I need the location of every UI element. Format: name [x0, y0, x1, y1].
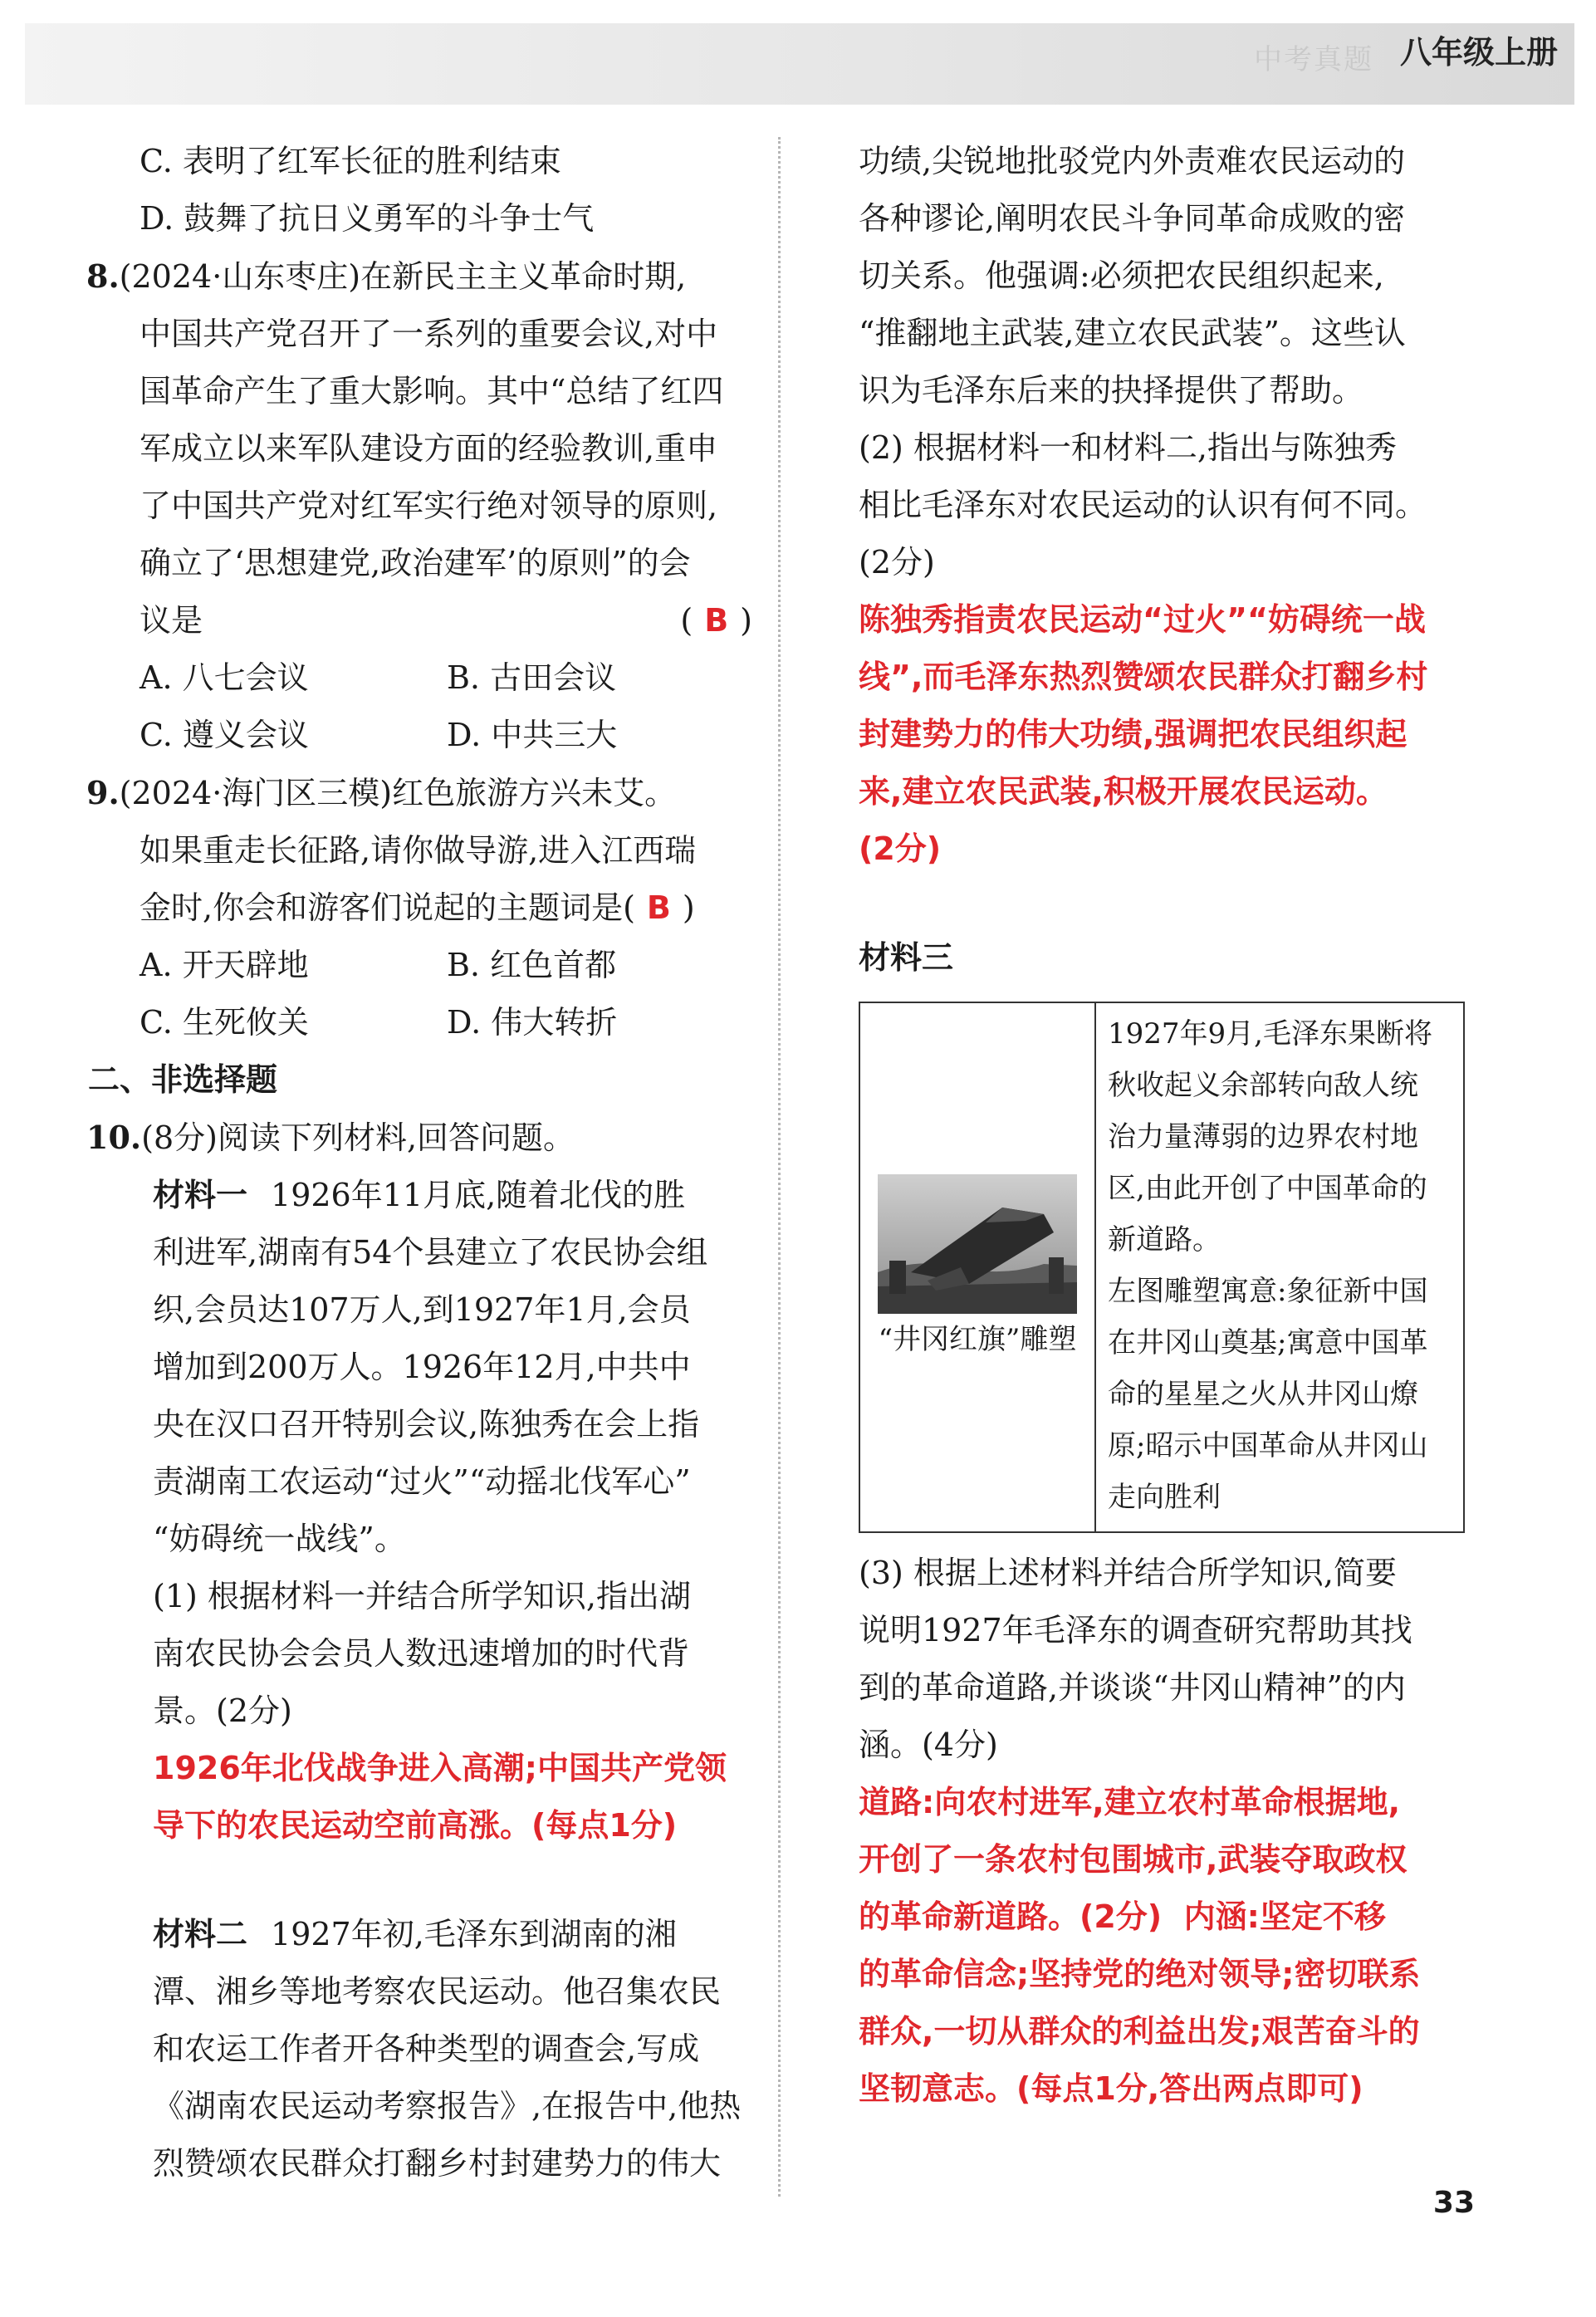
q10-sub3-answer-line: 群众,一切从群众的利益出发;艰苦奋斗的: [859, 2013, 1420, 2050]
q9-paren-close: ): [682, 889, 695, 926]
right-column: [859, 133, 1483, 2118]
material-1-line: “妨碍统一战线”。: [153, 1521, 406, 1557]
sculpture-photo: [878, 1174, 1077, 1314]
header-series-text: 中考真题: [1254, 43, 1373, 76]
material-2-line: 烈赞颂农民群众打翻乡村封建势力的伟大: [153, 2145, 722, 2182]
q10-sub3-answer-line: 的革命信念;坚持党的绝对领导;密切联系: [859, 1956, 1421, 1992]
q8-text-line: (2024·山东枣庄)在新民主主义革命时期,: [119, 258, 687, 295]
q8-number: 8.: [86, 257, 120, 295]
section-heading: 二、非选择题: [88, 1061, 278, 1098]
q8-option-c: C. 遵义会议: [140, 717, 309, 753]
material-3-line: 1927年9月,毛泽东果断将: [1108, 1017, 1432, 1051]
q7-option-d: D. 鼓舞了抗日义勇军的斗争士气: [140, 200, 595, 237]
q8-answer: B: [704, 602, 729, 639]
q8-text-line: 议是: [140, 602, 203, 639]
material-1-line: 央在汉口召开特别会议,陈独秀在会上指: [153, 1406, 700, 1443]
material-1-label: 材料一: [153, 1177, 248, 1213]
material-1-line: 增加到200万人。1926年12月,中共中: [153, 1349, 691, 1385]
q10-sub2-line: (2分): [859, 544, 935, 580]
material-2-cont-line: 功绩,尖锐地批驳党内外责难农民运动的: [859, 143, 1406, 179]
material-3-line: 命的星星之火从井冈山燎: [1108, 1378, 1418, 1411]
material-3-line: 新道路。: [1108, 1223, 1221, 1256]
material-1-line: 织,会员达107万人,到1927年1月,会员: [153, 1291, 691, 1328]
q8-option-a: A. 八七会议: [140, 659, 309, 696]
q10-sub2-line: 相比毛泽东对农民运动的认识有何不同。: [859, 487, 1427, 523]
q9-option-d: D. 伟大转折: [447, 1004, 618, 1041]
q10-sub3-line: 到的革命道路,并谈谈“井冈山精神”的内: [859, 1669, 1406, 1706]
material-1-line: 利进军,湖南有54个县建立了农民协会组: [153, 1234, 708, 1271]
q8-text-line: 国革命产生了重大影响。其中“总结了红四: [140, 373, 724, 409]
material-3-line: 治力量薄弱的边界农村地: [1108, 1120, 1418, 1154]
material-1-line: 责湖南工农运动“过火”“动摇北伐军心”: [153, 1463, 691, 1500]
q10-intro: (8分)阅读下列材料,回答问题。: [141, 1119, 575, 1156]
material-3-label: 材料三: [859, 939, 954, 976]
q10-number: 10.: [86, 1119, 142, 1156]
material-3-line: 区,由此开创了中国革命的: [1108, 1172, 1427, 1205]
question-10: [86, 1109, 757, 2192]
q9-text-line: 金时,你会和游客们说起的主题词是(: [140, 889, 635, 926]
q8-paren-open: (: [680, 602, 693, 639]
q9-option-a: A. 开天辟地: [140, 947, 309, 983]
question-8: [86, 247, 757, 764]
sculpture-cell: [859, 1002, 1095, 1532]
q10-sub3-answer-line: 开创了一条农村包围城市,武装夺取政权: [859, 1841, 1408, 1878]
material-1-line: 1926年11月底,随着北伐的胜: [271, 1177, 686, 1213]
material-2-cont-line: 切关系。他强调:必须把农民组织起来,: [859, 257, 1384, 294]
q10-sub2-answer-line: 封建势力的伟大功绩,强调把农民组织起: [859, 716, 1408, 752]
q10-sub3-answer-line: 的革命新道路。(2分) 内涵:坚定不移: [859, 1898, 1386, 1935]
material-2-line: 和农运工作者开各种类型的调查会,写成: [153, 2030, 700, 2067]
q7-option-c: C. 表明了红军长征的胜利结束: [140, 143, 561, 179]
q9-option-b: B. 红色首都: [447, 947, 617, 983]
q10-sub2-line: (2) 根据材料一和材料二,指出与陈独秀: [859, 429, 1397, 466]
q10-sub1-line: 景。(2分): [153, 1692, 292, 1729]
material-2-line: 潭、湘乡等地考察农民运动。他召集农民: [153, 1973, 722, 2010]
material-2-cont-line: “推翻地主武装,建立农民武装”。这些认: [859, 315, 1406, 351]
material-3-line: 在井冈山奠基;寓意中国革: [1108, 1326, 1428, 1359]
q9-text-line: (2024·海门区三模)红色旅游方兴未艾。: [119, 775, 677, 811]
column-divider: [778, 137, 781, 2197]
material-3-table: [859, 1002, 1465, 1533]
q8-text-line: 了中国共产党对红军实行绝对领导的原则,: [140, 487, 718, 524]
material-3-line: 左图雕塑寓意:象征新中国: [1108, 1275, 1428, 1308]
material-3-line: 原;昭示中国革命从井冈山: [1108, 1429, 1428, 1462]
sculpture-caption: “井冈红旗”雕塑: [878, 1323, 1077, 1356]
q10-sub3-answer-line: 道路:向农村进军,建立农村革命根据地,: [859, 1784, 1401, 1820]
q10-sub3-line: 涵。(4分): [859, 1727, 998, 1763]
material-2-line: 1927年初,毛泽东到湖南的湘: [271, 1916, 677, 1952]
material-2-cont-line: 各种谬论,阐明农民斗争同革命成败的密: [859, 200, 1406, 237]
q10-sub2-answer-line: (2分): [859, 830, 942, 867]
q10-sub1-line: 南农民协会会员人数迅速增加的时代背: [153, 1635, 690, 1672]
q8-option-b: B. 古田会议: [447, 659, 617, 696]
q8-text-line: 军成立以来军队建设方面的经验教训,重申: [140, 430, 718, 467]
q9-number: 9.: [86, 774, 120, 811]
question-9: [86, 764, 757, 1051]
q10-sub1-answer-line: 1926年北伐战争进入高潮;中国共产党领: [153, 1750, 727, 1786]
q10-sub2-answer-line: 来,建立农民武装,积极开展农民运动。: [859, 773, 1388, 810]
material-3-text: [1095, 1002, 1464, 1532]
q10-sub3-answer-line: 坚韧意志。(每点1分,答出两点即可): [859, 2070, 1363, 2107]
material-2-cont-line: 识为毛泽东后来的抉择提供了帮助。: [859, 372, 1364, 409]
q9-text-line: 如果重走长征路,请你做导游,进入江西瑞: [140, 832, 697, 869]
q8-text-line: 中国共产党召开了一系列的重要会议,对中: [140, 316, 718, 352]
q10-sub3-line: (3) 根据上述材料并结合所学知识,简要: [859, 1555, 1397, 1591]
material-2-line: 《湖南农民运动考察报告》,在报告中,他热: [153, 2088, 742, 2124]
header-grade-label: 八年级上册: [1399, 34, 1558, 71]
q8-text-line: 确立了‘思想建党,政治建军’的原则”的会: [140, 545, 691, 581]
q8-paren-close: ): [740, 602, 752, 639]
q10-sub2-answer-line: 线”,而毛泽东热烈赞颂农民群众打翻乡村: [859, 659, 1428, 695]
q10-sub2-answer-line: 陈独秀指责农民运动“过火”“妨碍统一战: [859, 601, 1426, 638]
q10-sub1-answer-line: 导下的农民运动空前高涨。(每点1分): [153, 1807, 678, 1844]
q9-option-c: C. 生死攸关: [140, 1004, 309, 1041]
q9-answer: B: [646, 889, 671, 926]
material-3-line: 走向胜利: [1108, 1481, 1221, 1514]
material-3-line: 秋收起义余部转向敌人统: [1108, 1069, 1418, 1102]
material-2-label: 材料二: [153, 1916, 248, 1952]
q10-sub1-line: (1) 根据材料一并结合所学知识,指出湖: [153, 1578, 691, 1614]
left-column: [86, 133, 757, 2192]
page-number: 33: [1432, 2186, 1475, 2220]
q8-option-d: D. 中共三大: [447, 717, 618, 753]
q10-sub3-line: 说明1927年毛泽东的调查研究帮助其找: [859, 1612, 1412, 1648]
